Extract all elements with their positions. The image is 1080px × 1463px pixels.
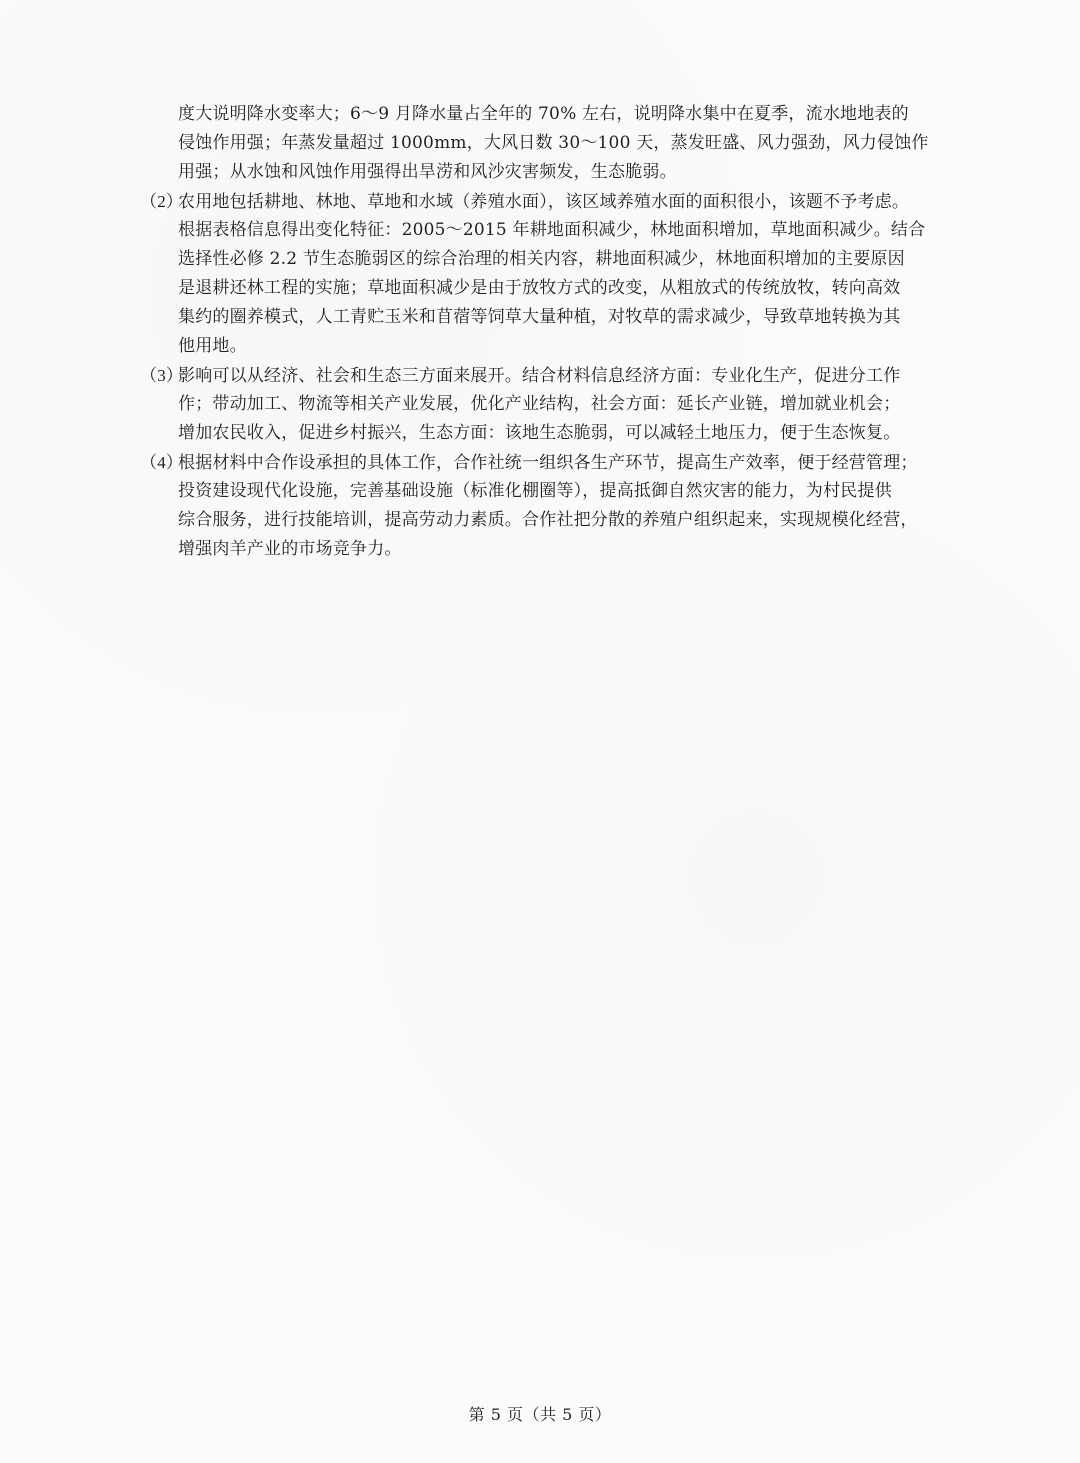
text-line: 增加农民收入，促进乡村振兴，生态方面：该地生态脆弱，可以减轻土地压力，便于生态恢复。 xyxy=(178,423,901,443)
item-number: （4） xyxy=(140,453,184,472)
item-number: （3） xyxy=(140,366,184,385)
item-text: 影响可以从经济、社会和生态三方面来展开。结合材料信息经济方面：专业化生产，促进分工作 xyxy=(178,366,901,386)
text-line: 是退耕还林工程的实施；草地面积减少是由于放牧方式的改变，从粗放式的传统放牧，转向高效 xyxy=(178,278,901,298)
text-line: 增强肉羊产业的市场竞争力。 xyxy=(178,539,402,559)
text-line: 他用地。 xyxy=(178,336,247,356)
answer-body xyxy=(140,100,980,564)
text-line: 综合服务，进行技能培训，提高劳动力素质。合作社把分散的养殖户组织起来，实现规模化经营， xyxy=(178,510,918,530)
text-line: 作；带动加工、物流等相关产业发展，优化产业结构，社会方面：延长产业链，增加就业机会； xyxy=(178,394,901,414)
item-number: （2） xyxy=(140,192,184,211)
text-line: 侵蚀作用强；年蒸发量超过 1000mm，大风日数 30～100 天，蒸发旺盛、风力强劲，风力侵蚀作 xyxy=(178,133,929,153)
item-text: 根据材料中合作设承担的具体工作，合作社统一组织各生产环节，提高生产效率，便于经营管理； xyxy=(178,453,918,473)
text-line: 用强；从水蚀和风蚀作用强得出旱涝和风沙灾害频发，生态脆弱。 xyxy=(178,162,677,182)
answer-item-3 xyxy=(140,361,980,448)
text-line: 集约的圈养模式，人工青贮玉米和苜蓿等饲草大量种植，对牧草的需求减少，导致草地转换为其 xyxy=(178,307,901,327)
text-line: 根据表格信息得出变化特征：2005～2015 年耕地面积减少，林地面积增加，草地面积减少。结合 xyxy=(178,220,926,240)
text-line xyxy=(140,361,980,390)
answer-item-2 xyxy=(140,187,980,361)
text-line: 度大说明降水变率大；6～9 月降水量占全年的 70% 左右，说明降水集中在夏季，流水地地表的 xyxy=(178,104,909,124)
text-line xyxy=(140,448,980,477)
text-line xyxy=(140,187,980,216)
item-text: 农用地包括耕地、林地、草地和水域（养殖水面），该区域养殖水面的面积很小，该题不予考虑。 xyxy=(178,192,910,212)
text-line: 选择性必修 2.2 节生态脆弱区的综合治理的相关内容，耕地面积减少，林地面积增加的主要原因 xyxy=(178,249,905,269)
answer-item-4 xyxy=(140,448,980,564)
paragraph-continuation xyxy=(140,100,980,187)
page-footer: 第 5 页（共 5 页） xyxy=(468,1405,612,1424)
text-line: 投资建设现代化设施，完善基础设施（标准化棚圈等），提高抵御自然灾害的能力，为村民提供 xyxy=(178,481,892,501)
